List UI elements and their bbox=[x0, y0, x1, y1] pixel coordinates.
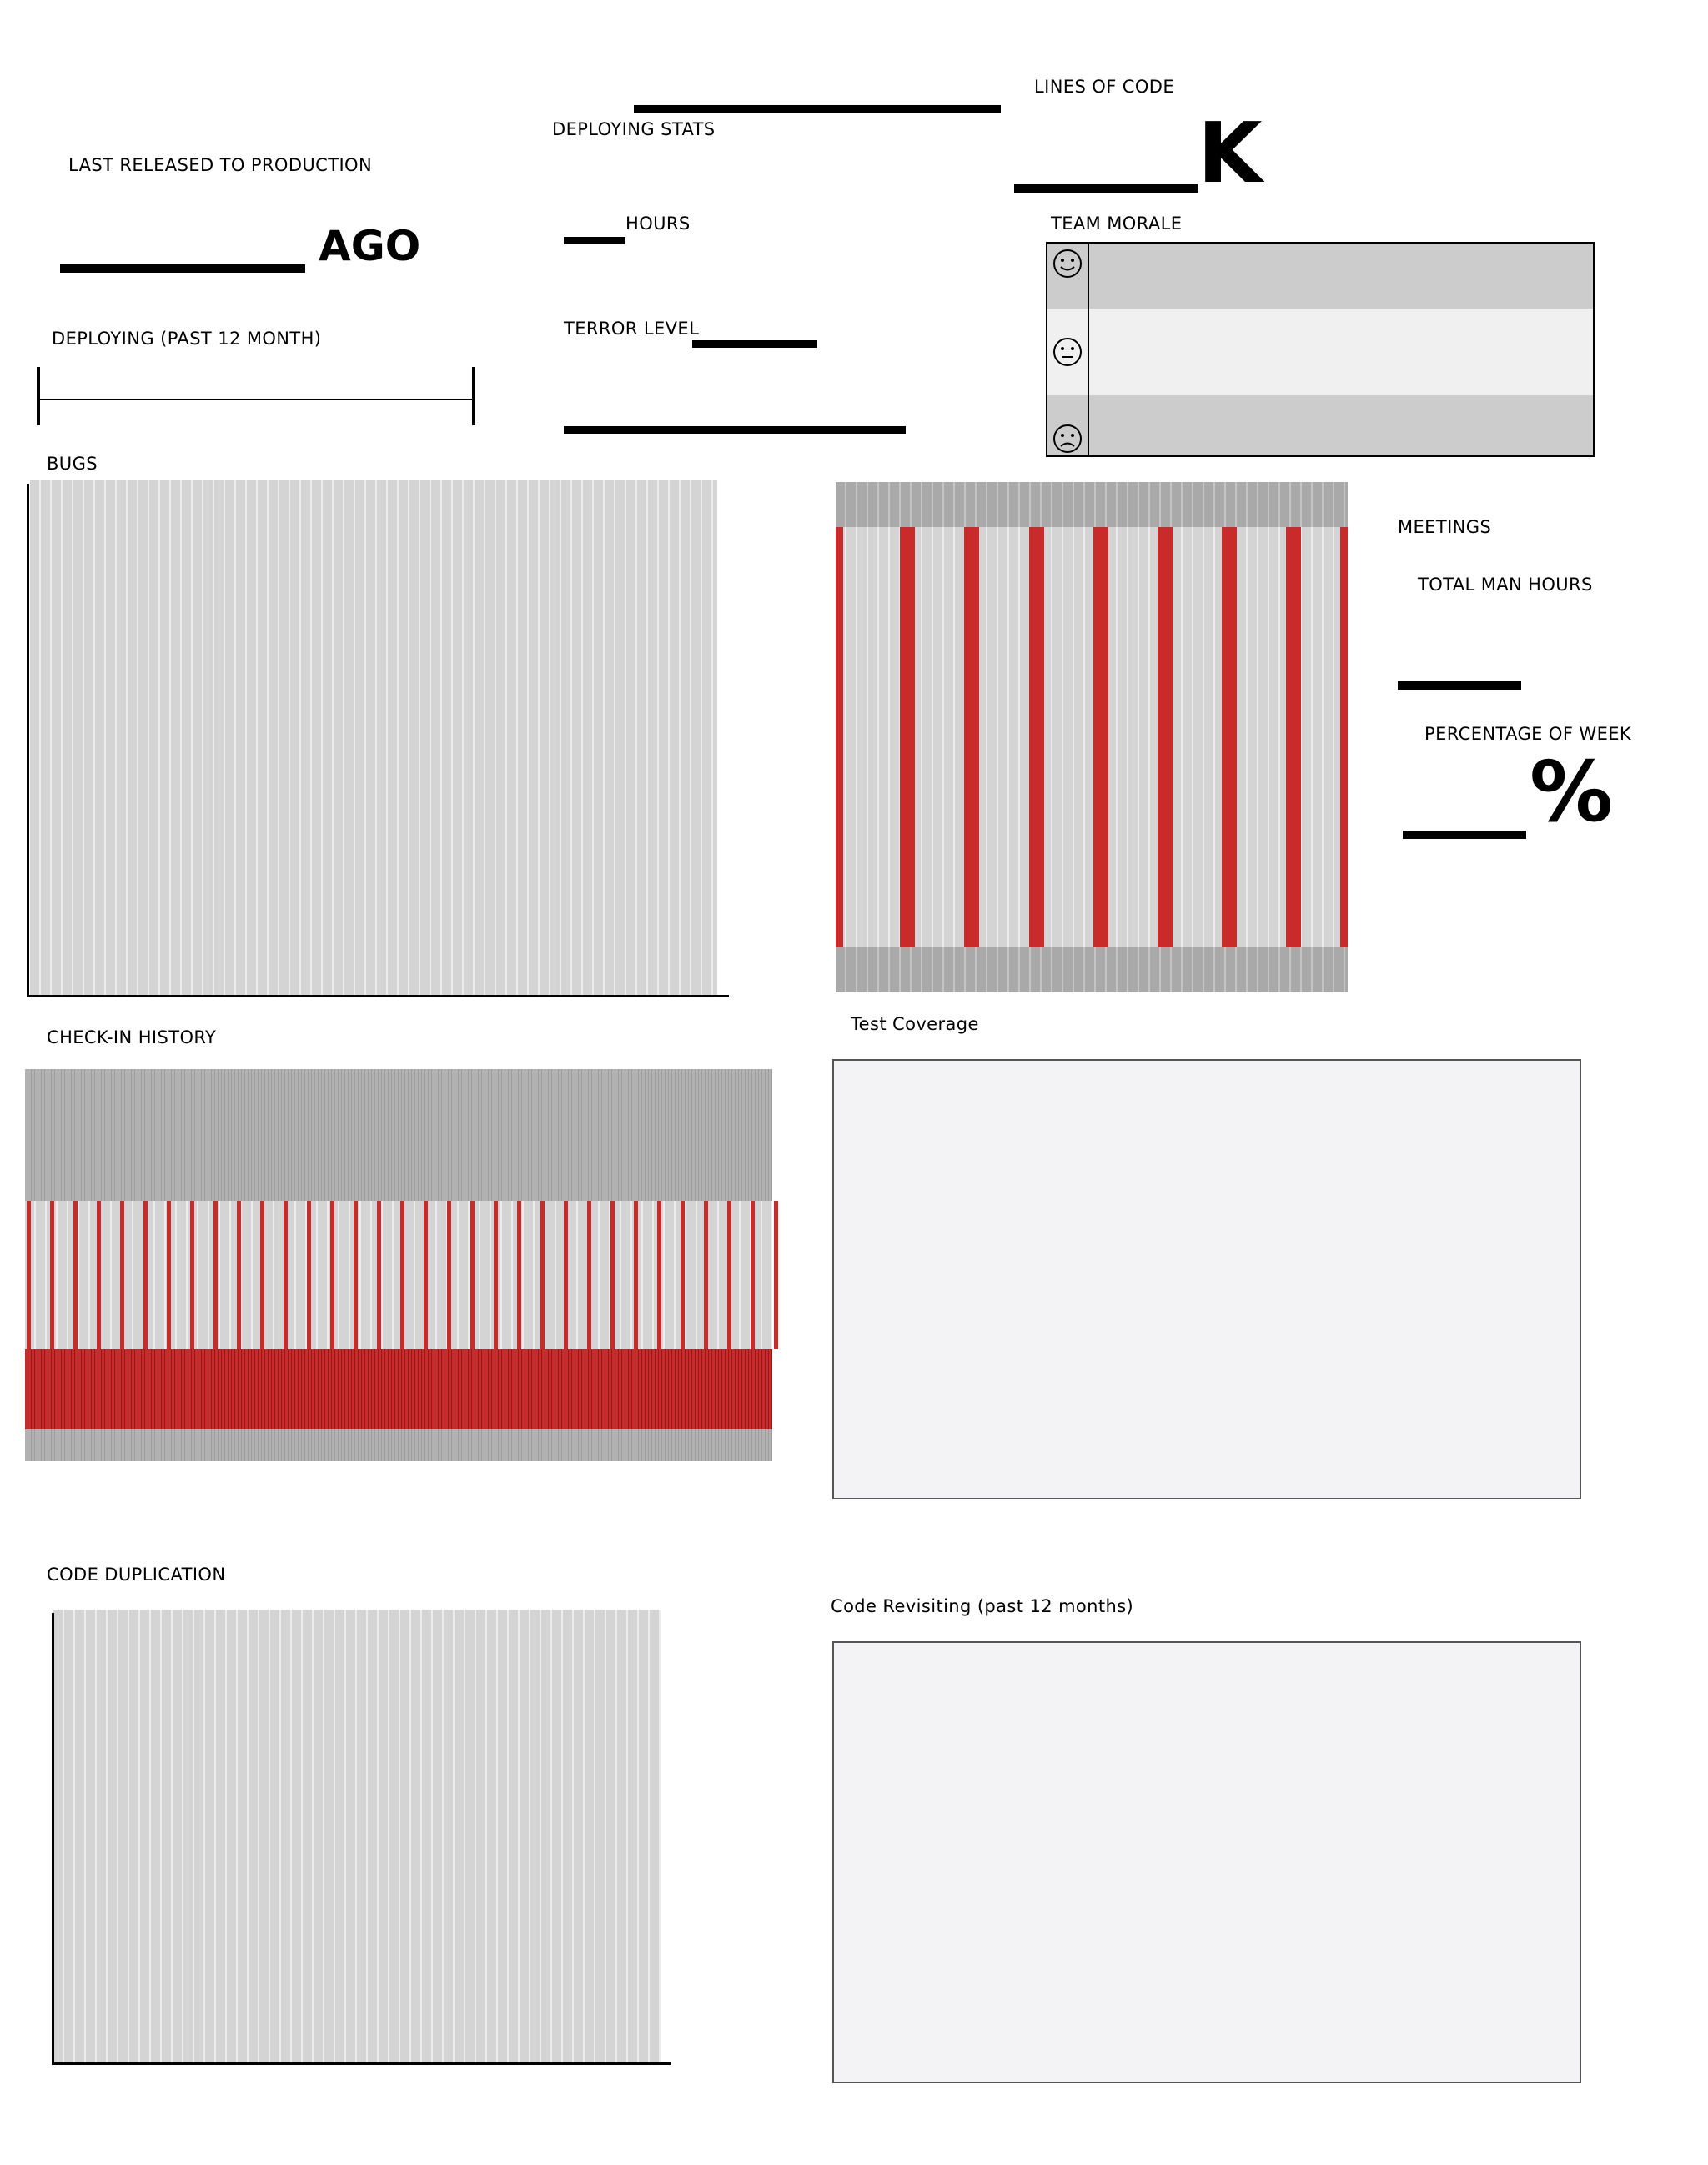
check-in-red-bar bbox=[424, 1201, 428, 1349]
check-in-red-bar bbox=[470, 1201, 475, 1349]
code-duplication-y-axis bbox=[52, 1613, 54, 2065]
check-in-red-bar bbox=[167, 1201, 171, 1349]
sad-face-icon bbox=[1051, 422, 1084, 455]
lines-of-code-label: LINES OF CODE bbox=[1034, 77, 1174, 97]
check-in-red-bar bbox=[377, 1201, 381, 1349]
meeting-red-bar bbox=[1158, 527, 1173, 947]
check-in-red-bar bbox=[447, 1201, 451, 1349]
team-morale-chart bbox=[1046, 242, 1595, 457]
check-in-red-bar bbox=[774, 1201, 778, 1349]
deploying-stats-footer-bar bbox=[564, 426, 906, 434]
bugs-y-axis bbox=[27, 484, 29, 997]
morale-band-sad bbox=[1047, 395, 1593, 455]
check-in-red-bar bbox=[587, 1201, 591, 1349]
lines-of-code-suffix: K bbox=[1198, 104, 1263, 202]
deploying-12m-label: DEPLOYING (PAST 12 MONTH) bbox=[52, 329, 322, 349]
hours-value-blank bbox=[564, 237, 625, 244]
meeting-red-bar bbox=[1286, 527, 1301, 947]
meeting-red-bar bbox=[900, 527, 915, 947]
code-revisiting-panel bbox=[832, 1641, 1581, 2083]
test-coverage-panel bbox=[832, 1059, 1581, 1499]
check-in-red-bar bbox=[330, 1201, 334, 1349]
last-released-suffix: AGO bbox=[319, 222, 421, 270]
check-in-red-bar bbox=[400, 1201, 404, 1349]
check-in-red-bar bbox=[634, 1201, 638, 1349]
check-in-history-chart bbox=[25, 1069, 772, 1461]
lines-of-code-value-blank bbox=[1014, 184, 1198, 193]
check-in-red-bar bbox=[681, 1201, 685, 1349]
code-duplication-label: CODE DUPLICATION bbox=[47, 1565, 226, 1585]
code-duplication-chart-area bbox=[53, 1610, 661, 2063]
check-in-red-bar bbox=[704, 1201, 708, 1349]
code-revisiting-label: Code Revisiting (past 12 months) bbox=[831, 1596, 1134, 1616]
meeting-red-bar bbox=[836, 527, 843, 947]
check-in-red-bar bbox=[540, 1201, 545, 1349]
meeting-red-bar bbox=[1093, 527, 1108, 947]
total-man-hours-value-blank bbox=[1398, 681, 1521, 690]
happy-face-icon bbox=[1051, 247, 1084, 280]
check-in-red-bar bbox=[73, 1201, 78, 1349]
meeting-red-bar bbox=[964, 527, 979, 947]
last-released-label: LAST RELEASED TO PRODUCTION bbox=[68, 155, 373, 175]
check-in-red-bar bbox=[190, 1201, 194, 1349]
test-coverage-label: Test Coverage bbox=[851, 1014, 979, 1034]
check-in-red-bar bbox=[143, 1201, 148, 1349]
morale-band-neutral bbox=[1047, 309, 1593, 395]
check-in-red-bar bbox=[494, 1201, 498, 1349]
check-in-red-bar bbox=[260, 1201, 264, 1349]
meeting-red-bar bbox=[1340, 527, 1348, 947]
check-in-red-bar bbox=[97, 1201, 101, 1349]
terror-level-label: TERROR LEVEL bbox=[564, 319, 700, 339]
check-in-history-label: CHECK-IN HISTORY bbox=[47, 1027, 217, 1047]
check-in-red-bar bbox=[214, 1201, 218, 1349]
morale-band-happy bbox=[1047, 244, 1593, 309]
check-in-red-bar bbox=[284, 1201, 288, 1349]
percentage-of-week-value-blank bbox=[1403, 831, 1526, 839]
meeting-red-bar bbox=[1029, 527, 1044, 947]
check-in-red-bar bbox=[307, 1201, 311, 1349]
check-in-red-bar bbox=[120, 1201, 124, 1349]
hours-label: HOURS bbox=[625, 213, 691, 234]
check-in-red-bar bbox=[354, 1201, 358, 1349]
team-morale-label: TEAM MORALE bbox=[1051, 213, 1183, 234]
neutral-face-icon bbox=[1051, 335, 1084, 369]
percentage-of-week-suffix: % bbox=[1530, 743, 1614, 841]
bugs-chart-area bbox=[30, 480, 717, 996]
check-in-red-bar bbox=[610, 1201, 615, 1349]
check-in-red-bar bbox=[751, 1201, 755, 1349]
deploying-stats-header-bar bbox=[634, 105, 1001, 113]
check-in-red-bar bbox=[50, 1201, 54, 1349]
check-in-red-bar bbox=[727, 1201, 731, 1349]
check-in-red-bar bbox=[517, 1201, 521, 1349]
total-man-hours-label: TOTAL MAN HOURS bbox=[1418, 575, 1593, 595]
check-in-red-bar bbox=[237, 1201, 241, 1349]
percentage-of-week-label: PERCENTAGE OF WEEK bbox=[1424, 724, 1632, 744]
check-in-red-bar bbox=[564, 1201, 568, 1349]
terror-level-value-blank bbox=[692, 340, 817, 348]
last-released-value-blank bbox=[60, 264, 305, 273]
deploying-12m-range bbox=[37, 367, 475, 425]
code-duplication-x-axis bbox=[52, 2062, 671, 2065]
meetings-chart bbox=[836, 482, 1348, 992]
bugs-x-axis bbox=[27, 995, 729, 997]
check-in-red-bar bbox=[27, 1201, 31, 1349]
bugs-label: BUGS bbox=[47, 454, 98, 474]
meeting-red-bar bbox=[1222, 527, 1237, 947]
meetings-label: MEETINGS bbox=[1398, 517, 1492, 537]
deploying-stats-label: DEPLOYING STATS bbox=[552, 119, 716, 139]
check-in-red-bar bbox=[657, 1201, 661, 1349]
